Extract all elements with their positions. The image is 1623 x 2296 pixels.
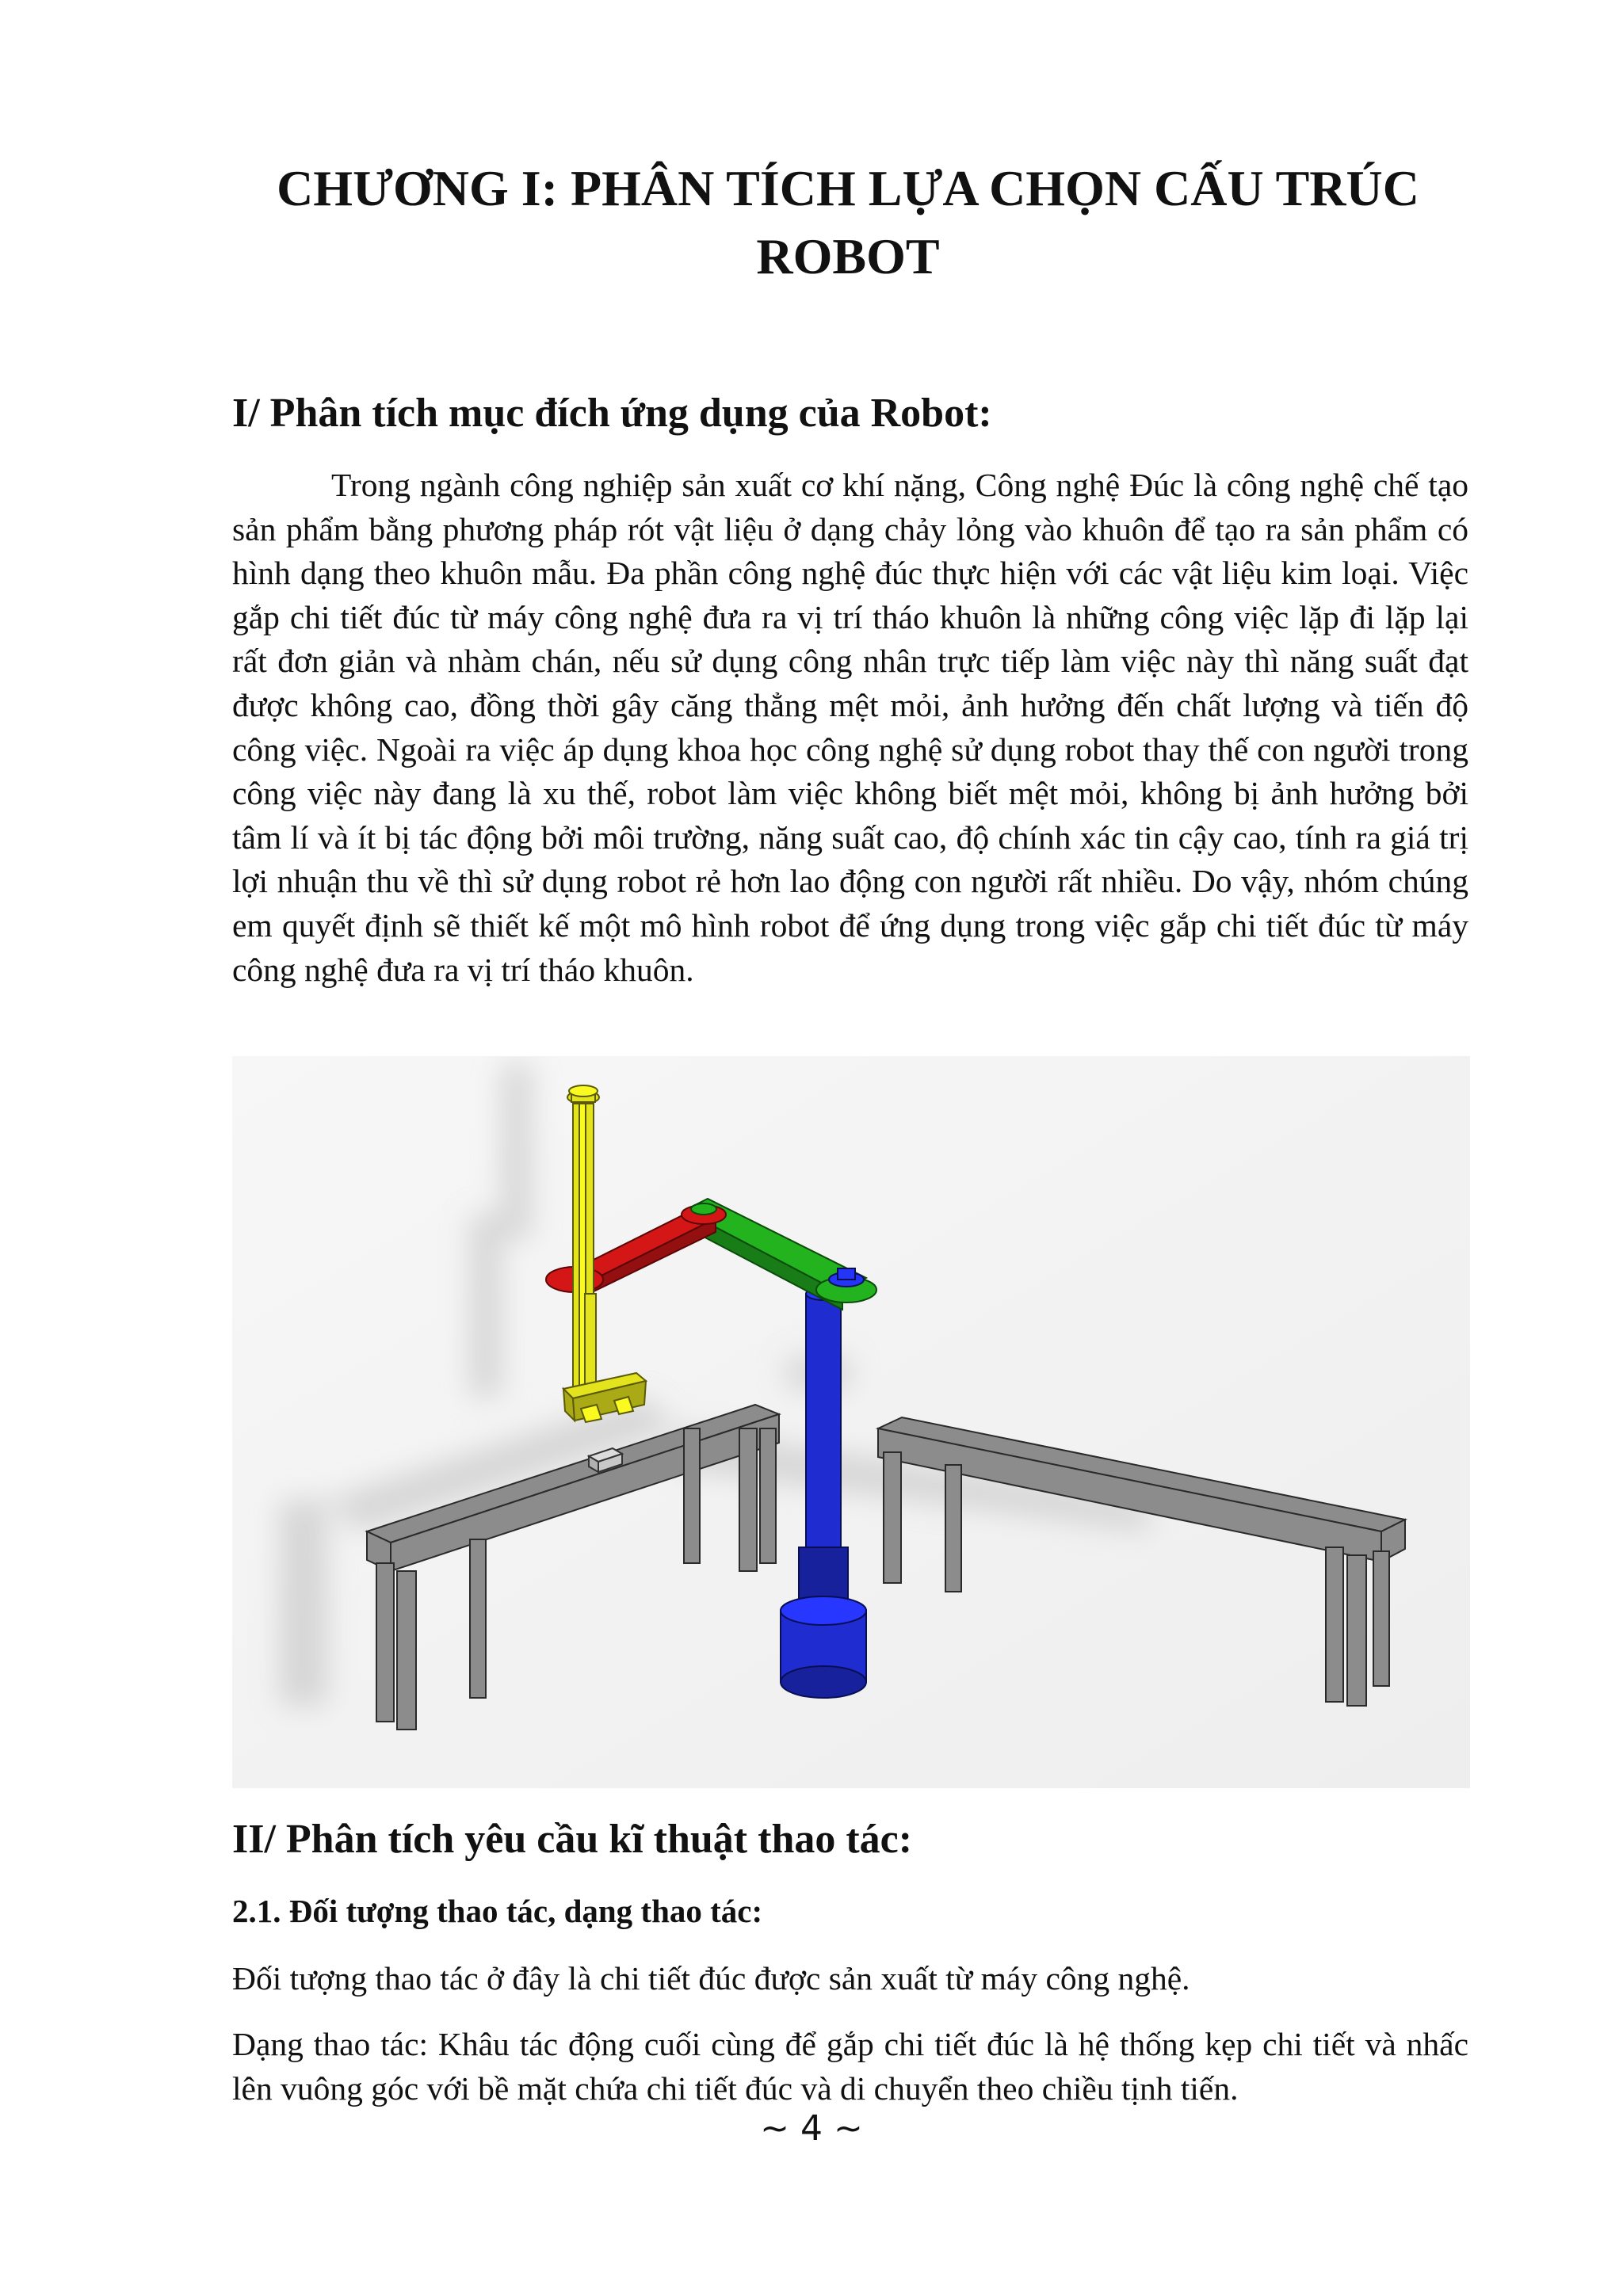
chapter-title-line1: CHƯƠNG I: PHÂN TÍCH LỰA CHỌN CẤU TRÚC: [277, 160, 1419, 216]
section2-paragraph-type: Dạng thao tác: Khâu tác động cuối cùng để gắp chi tiết đúc là hệ thống kẹp chi tiết và nhấc lên vuông góc với bề mặt chứa chi tiết đúc và di chuyển theo chiều tịnh tiến.: [232, 2026, 1468, 2107]
section2-subheading: 2.1. Đối tượng thao tác, dạng thao tác:: [232, 1893, 763, 1929]
chapter-title-line2: ROBOT: [756, 228, 940, 284]
section2-heading: II/ Phân tích yêu cầu kĩ thuật thao tác:: [232, 1817, 913, 1862]
section2-paragraph-object: Đối tượng thao tác ở đây là chi tiết đúc được sản xuất từ máy công nghệ.: [232, 1960, 1190, 1997]
page-number: ~ 4 ~: [760, 2108, 863, 2149]
chapter-title: [230, 154, 1466, 291]
section1-heading: I/ Phân tích mục đích ứng dụng của Robot:: [232, 391, 992, 436]
section1-paragraph: Trong ngành công nghiệp sản xuất cơ khí nặng, Công nghệ Đúc là công nghệ chế tạo sản phẩm bằng phương pháp rót vật liệu ở dạng chảy lỏng vào khuôn để tạo ra sản phẩm có hình dạng theo khuôn mẫu. Đa phần công nghệ đúc thực hiện với các vật liệu kim loại. Việc gắp chi tiết đúc từ máy công nghệ đưa ra vị trí tháo khuôn là những công việc lặp đi lặp lại rất đơn giản và nhàm chán, nếu sử dụng công nhân trực tiếp làm việc này thì năng suất đạt được không cao, đồng thời gây căng thẳng mệt mỏi, ảnh hưởng đến chất lượng và tiến độ công việc. Ngoài ra việc áp dụng khoa học công nghệ sử dụng robot thay thế con người trong công việc này đang là xu thế, robot làm việc không biết mệt mỏi, không bị ảnh hưởng bởi tâm lí và ít bị tác động bởi môi trường, năng suất cao, độ chính xác tin cậy cao, tính ra giá trị lợi nhuận thu về thì sử dụng robot rẻ hơn lao động con người rất nhiều. Do vậy, nhóm chúng em quyết định sẽ thiết kế một mô hình robot để ứng dụng trong việc gắp chi tiết đúc từ máy công nghệ đưa ra vị trí tháo khuôn.: [232, 467, 1468, 988]
robot-illustration: [232, 1056, 1470, 1788]
